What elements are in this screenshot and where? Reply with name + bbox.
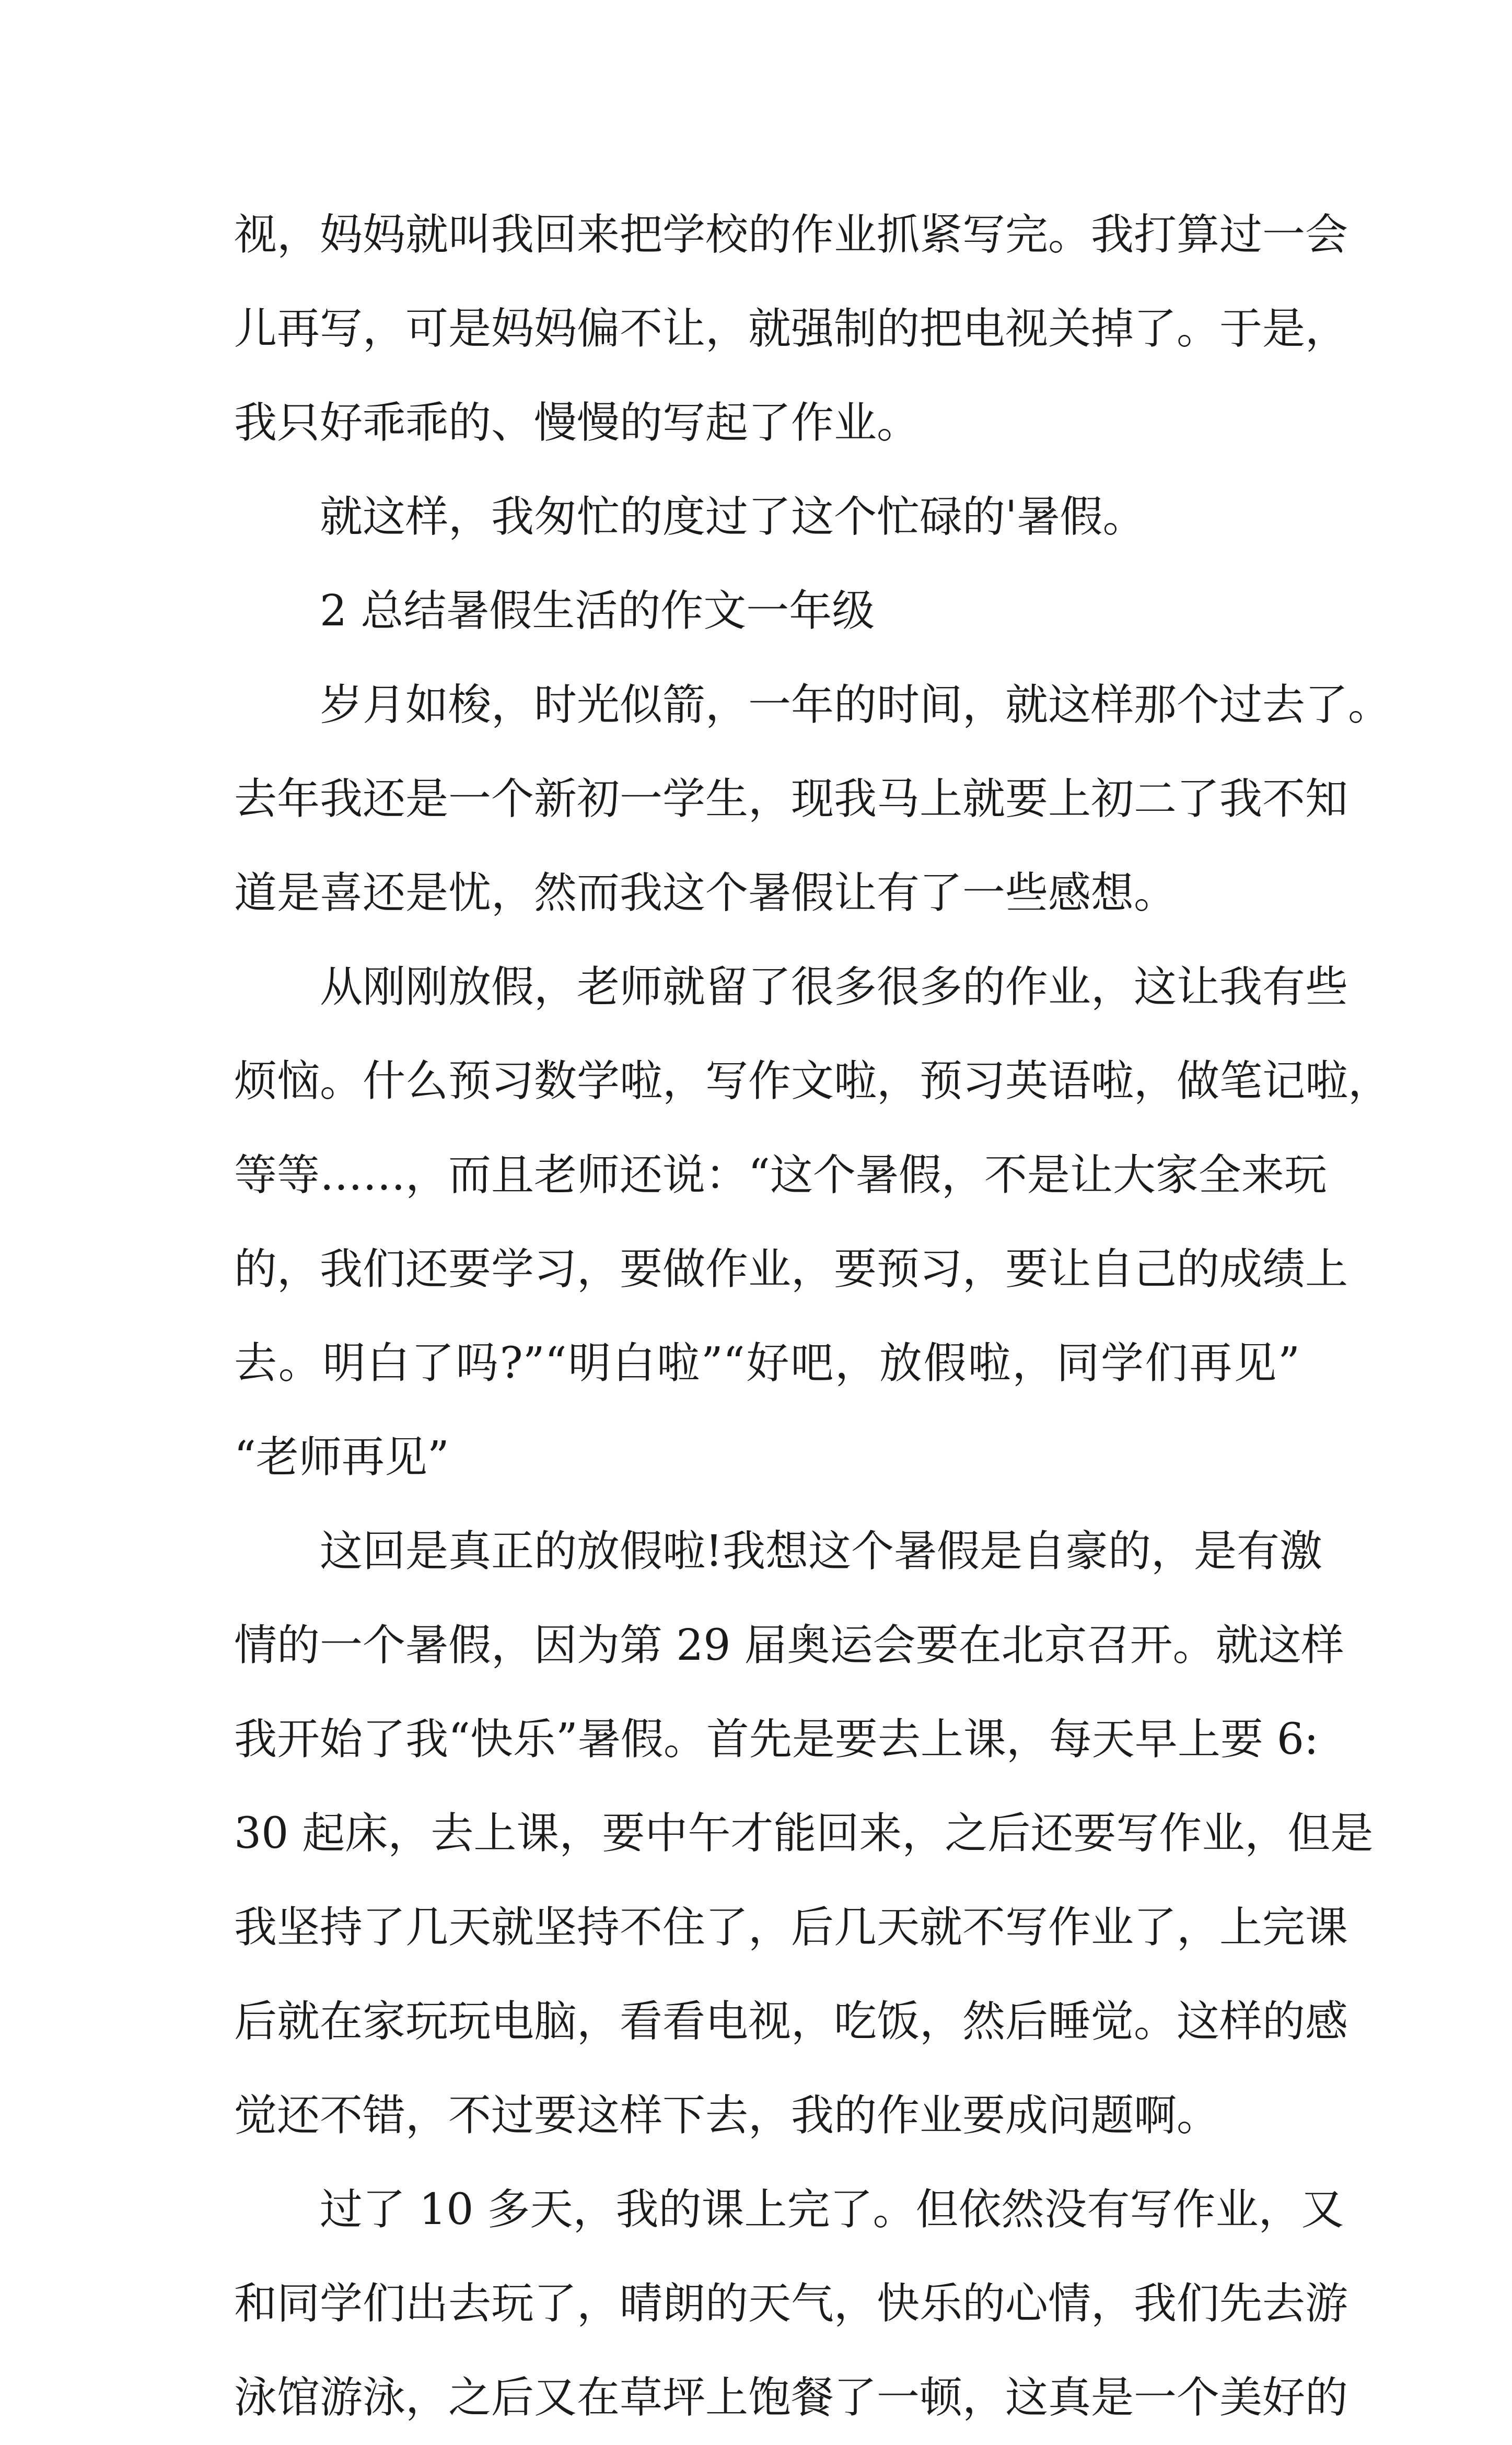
text-line: “老师再见” — [234, 1433, 449, 1482]
text-line: 后就在家玩玩电脑，看看电视，吃饭，然后睡觉。这样的感 — [234, 1997, 1348, 2046]
text-line: 去。明白了吗?”“明白啦”“好吧，放假啦，同学们再见” — [234, 1338, 1300, 1388]
section-heading: 2 总结暑假生活的作文一年级 — [320, 586, 875, 636]
text-line: 就这样，我匆忙的度过了这个忙碌的'暑假。 — [320, 492, 1146, 542]
text-line: 等等……，而且老师还说：“这个暑假，不是让大家全来玩 — [234, 1150, 1327, 1200]
text-line: 儿再写，可是妈妈偏不让，就强制的把电视关掉了。于是， — [234, 304, 1348, 354]
text-line: 道是喜还是忧，然而我这个暑假让有了一些感想。 — [234, 868, 1177, 918]
text-line: 去年我还是一个新初一学生，现我马上就要上初二了我不知 — [234, 774, 1348, 824]
text-line: 泳馆游泳，之后又在草坪上饱餐了一顿，这真是一个美好的 — [234, 2373, 1348, 2423]
text-line: 烦恼。什么预习数学啦，写作文啦，预习英语啦，做笔记啦， — [234, 1056, 1391, 1106]
text-line: 过了 10 多天，我的课上完了。但依然没有写作业，又 — [320, 2185, 1344, 2234]
text-line: 的，我们还要学习，要做作业，要预习，要让自己的成绩上 — [234, 1244, 1348, 1294]
text-line: 情的一个暑假，因为第 29 届奥运会要在北京召开。就这样 — [234, 1621, 1344, 1670]
text-line: 和同学们出去玩了，晴朗的天气，快乐的心情，我们先去游 — [234, 2279, 1348, 2328]
text-line: 我开始了我“快乐”暑假。首先是要去上课，每天早上要 6: — [234, 1715, 1319, 1764]
text-line: 我坚持了几天就坚持不住了，后几天就不写作业了，上完课 — [234, 1903, 1348, 1952]
text-line: 视，妈妈就叫我回来把学校的作业抓紧写完。我打算过一会 — [234, 210, 1348, 260]
text-line: 岁月如梭，时光似箭，一年的时间，就这样那个过去了。 — [320, 680, 1391, 730]
text-line: 这回是真正的放假啦!我想这个暑假是自豪的，是有激 — [320, 1527, 1322, 1576]
text-line: 我只好乖乖的、慢慢的写起了作业。 — [234, 398, 920, 448]
text-line: 30 起床，去上课，要中午才能回来，之后还要写作业，但是 — [234, 1809, 1374, 1858]
text-line: 从刚刚放假，老师就留了很多很多的作业，这让我有些 — [320, 962, 1348, 1012]
document-body — [234, 188, 1391, 2445]
text-line: 觉还不错，不过要这样下去，我的作业要成问题啊。 — [234, 2091, 1220, 2140]
